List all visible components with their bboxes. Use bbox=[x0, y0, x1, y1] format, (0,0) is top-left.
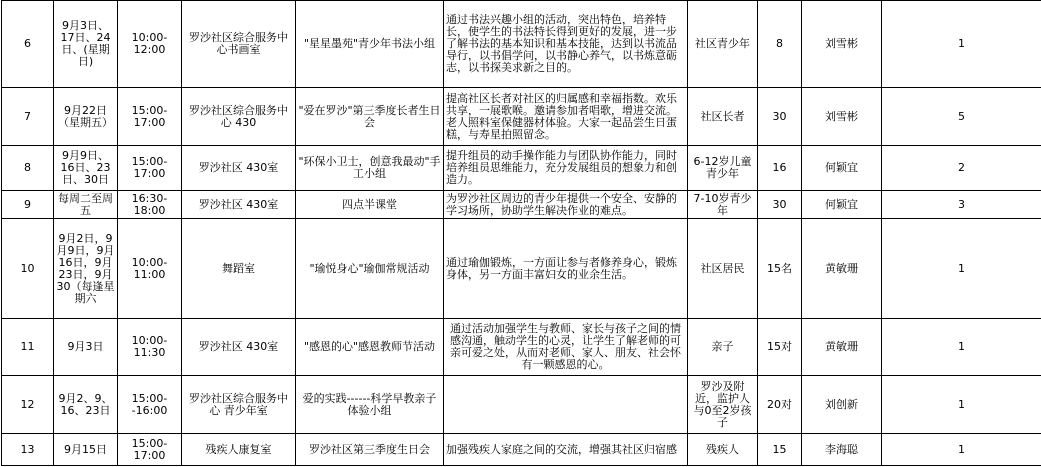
table-row bbox=[2, 1, 1041, 88]
place-cell: 残疾人康复室 bbox=[182, 434, 296, 466]
count-cell: 15 bbox=[758, 434, 802, 466]
count-cell: 30 bbox=[758, 88, 802, 146]
table-row bbox=[2, 219, 1041, 319]
count-cell: 30 bbox=[758, 191, 802, 219]
target-cell: 残疾人 bbox=[688, 434, 758, 466]
target-cell: 社区长者 bbox=[688, 88, 758, 146]
person-cell: 刘创新 bbox=[802, 376, 882, 434]
place-cell: 罗沙社区 430室 bbox=[182, 146, 296, 191]
table-row bbox=[2, 376, 1041, 434]
date-cell: 9月9日、16日、23日、30日 bbox=[54, 146, 118, 191]
row-number: 11 bbox=[2, 319, 54, 376]
date-cell: 9月15日 bbox=[54, 434, 118, 466]
time-cell: 10:00-11:30 bbox=[118, 319, 182, 376]
activity-name-cell: "瑜悦身心"瑜伽常规活动 bbox=[296, 219, 444, 319]
time-cell: 10:00-11:00 bbox=[118, 219, 182, 319]
row-number: 12 bbox=[2, 376, 54, 434]
description-cell: 通过瑜伽锻炼，一方面让参与者修养身心，锻炼身体，另一方面丰富妇女的业余生活。 bbox=[444, 219, 688, 319]
time-cell: 10:00-12:00 bbox=[118, 1, 182, 88]
description-cell: 通过书法兴趣小组的活动，突出特色，培养特长，使学生的书法特长得到更好的发展，进一步了解书法的基本知识和基本技能，达到以书流品导行，以书倡学问，以书静心养气，以书炼意砺志，以书探美求新之目的。 bbox=[444, 1, 688, 88]
activity-name-cell: "爱在罗沙"第三季度长者生日会 bbox=[296, 88, 444, 146]
description-cell: 通过活动加强学生与教师、家长与孩子之间的情感沟通，触动学生的心灵，让学生了解老师的可亲可爱之处，从而对老师、家人、朋友、社会怀有一颗感恩的心。 bbox=[444, 319, 688, 376]
last-cell: 1 bbox=[882, 434, 1041, 466]
person-cell: 刘雪彬 bbox=[802, 1, 882, 88]
person-cell: 刘雪彬 bbox=[802, 88, 882, 146]
activity-name-cell: 罗沙社区第三季度生日会 bbox=[296, 434, 444, 466]
target-cell: 罗沙及附近，监护人与0至2岁孩子 bbox=[688, 376, 758, 434]
count-cell: 16 bbox=[758, 146, 802, 191]
target-cell: 6-12岁儿童青少年 bbox=[688, 146, 758, 191]
date-cell: 每周二至周五 bbox=[54, 191, 118, 219]
table-row bbox=[2, 88, 1041, 146]
target-cell: 7-10岁青少年 bbox=[688, 191, 758, 219]
activity-name-cell: "星星墨苑"青少年书法小组 bbox=[296, 1, 444, 88]
time-cell: 15:00--16:00 bbox=[118, 376, 182, 434]
count-cell: 15对 bbox=[758, 319, 802, 376]
count-cell: 8 bbox=[758, 1, 802, 88]
last-cell: 1 bbox=[882, 1, 1041, 88]
row-number: 13 bbox=[2, 434, 54, 466]
activity-name-cell: 四点半课堂 bbox=[296, 191, 444, 219]
time-cell: 16:30-18:00 bbox=[118, 191, 182, 219]
person-cell: 黄敏珊 bbox=[802, 219, 882, 319]
row-number: 10 bbox=[2, 219, 54, 319]
person-cell: 李海聪 bbox=[802, 434, 882, 466]
last-cell: 1 bbox=[882, 219, 1041, 319]
row-number: 9 bbox=[2, 191, 54, 219]
person-cell: 黄敏珊 bbox=[802, 319, 882, 376]
description-cell: 提高社区长者对社区的归属感和幸福指数。欢乐共享，一展歌喉。邀请参加者唱歌，增进交流。老人照料室保健器材体验。大家一起品尝生日蛋糕，与寿星拍照留念。 bbox=[444, 88, 688, 146]
target-cell: 亲子 bbox=[688, 319, 758, 376]
target-cell: 社区青少年 bbox=[688, 1, 758, 88]
table-row bbox=[2, 434, 1041, 466]
last-cell: 3 bbox=[882, 191, 1041, 219]
last-cell: 2 bbox=[882, 146, 1041, 191]
count-cell: 20对 bbox=[758, 376, 802, 434]
time-cell: 15:00-17:00 bbox=[118, 88, 182, 146]
time-cell: 15:00-17:00 bbox=[118, 146, 182, 191]
place-cell: 罗沙社区综合服务中心书画室 bbox=[182, 1, 296, 88]
table-row bbox=[2, 319, 1041, 376]
place-cell: 罗沙社区 430室 bbox=[182, 191, 296, 219]
activity-name-cell: "环保小卫士，创意我最动"手工小组 bbox=[296, 146, 444, 191]
row-number: 6 bbox=[2, 1, 54, 88]
activity-table bbox=[1, 0, 1041, 466]
description-cell: 提升组员的动手操作能力与团队协作能力，同时培养组员思维能力，充分发展组员的想象力和创造力。 bbox=[444, 146, 688, 191]
row-number: 8 bbox=[2, 146, 54, 191]
place-cell: 罗沙社区综合服务中心 430 bbox=[182, 88, 296, 146]
date-cell: 9月3日、17日、24日、(星期日) bbox=[54, 1, 118, 88]
date-cell: 9月2、9、16、23日 bbox=[54, 376, 118, 434]
last-cell: 1 bbox=[882, 319, 1041, 376]
table-row bbox=[2, 146, 1041, 191]
last-cell: 1 bbox=[882, 376, 1041, 434]
place-cell: 罗沙社区 430室 bbox=[182, 319, 296, 376]
target-cell: 社区居民 bbox=[688, 219, 758, 319]
place-cell: 罗沙社区综合服务中心 青少年室 bbox=[182, 376, 296, 434]
description-cell bbox=[444, 376, 688, 434]
person-cell: 何颖宜 bbox=[802, 146, 882, 191]
date-cell: 9月3日 bbox=[54, 319, 118, 376]
place-cell: 舞蹈室 bbox=[182, 219, 296, 319]
description-cell: 加强残疾人家庭之间的交流，增强其社区归宿感 bbox=[444, 434, 688, 466]
last-cell: 5 bbox=[882, 88, 1041, 146]
date-cell: 9月22日（星期五） bbox=[54, 88, 118, 146]
row-number: 7 bbox=[2, 88, 54, 146]
activity-name-cell: 爱的实践------科学早教亲子体验小组 bbox=[296, 376, 444, 434]
count-cell: 15名 bbox=[758, 219, 802, 319]
description-cell: 为罗沙社区周边的青少年提供一个安全、安静的学习场所，协助学生解决作业的难点。 bbox=[444, 191, 688, 219]
person-cell: 何颖宜 bbox=[802, 191, 882, 219]
activity-name-cell: "感恩的心"感恩教师节活动 bbox=[296, 319, 444, 376]
date-cell: 9月2日，9月9日，9月16日，9月23日，9月30（每逢星期六 bbox=[54, 219, 118, 319]
time-cell: 15:00-17:00 bbox=[118, 434, 182, 466]
table-row bbox=[2, 191, 1041, 219]
